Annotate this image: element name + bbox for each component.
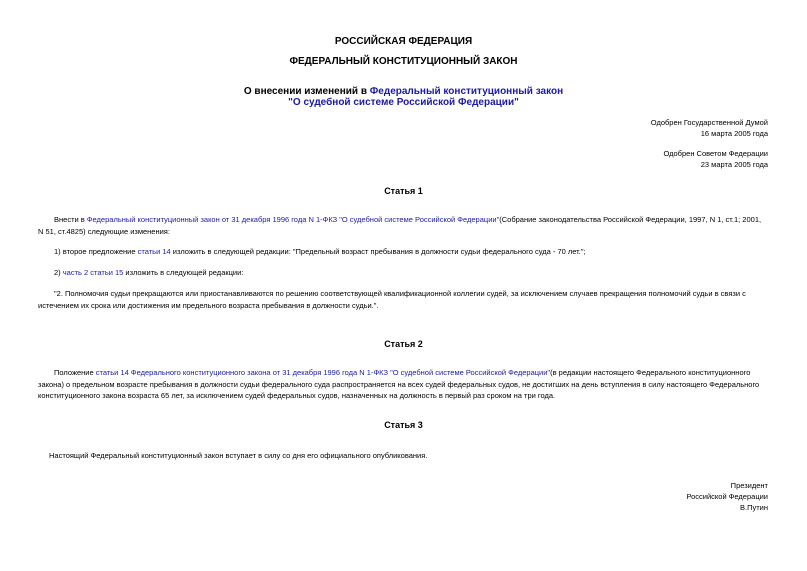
article-3-paragraph-1: Настоящий Федеральный конституционный закон вступает в силу со дня его официального опубликования. — [49, 451, 428, 460]
article-2-heading: Статья 2 — [384, 339, 423, 349]
document-title — [0, 86, 807, 97]
approval-council — [663, 148, 768, 170]
article-1-heading: Статья 1 — [384, 186, 423, 196]
signature-position: Президент — [730, 481, 768, 490]
duma-label: Одобрен Государственной Думой — [650, 118, 768, 127]
article-2-paragraph-1 — [38, 367, 768, 402]
text-segment: 2) — [54, 268, 63, 277]
text-segment: (Собрание законодательства Российской Федерации, 1997, N 1, ст.1; 2001, N 51, ст.4825) следующие изменения: — [38, 215, 762, 236]
approval-duma — [651, 117, 768, 139]
text-segment: 1) второе предложение — [54, 247, 138, 256]
article-15-part-2-link[interactable]: часть 2 статьи 15 — [62, 268, 124, 277]
signature-name: В.Путин — [740, 503, 768, 512]
title-law-name-link[interactable]: "О судебной системе Российской Федерации" — [288, 97, 519, 108]
text-segment: изложить в следующей редакции: — [123, 268, 244, 277]
council-date: 23 марта 2005 года — [700, 160, 768, 169]
article-14-law-link[interactable]: статьи 14 Федерального конституционного закона от 31 декабря 1996 года N 1-ФКЗ "О судебной системе Российской Федерации" — [95, 368, 551, 377]
article-1-paragraph-4: "2. Полномочия судьи прекращаются или приостанавливаются по решению соответствующей квалификационной коллегии судей, за исключением случаев прекращения полномочий судьи в связи с истечением их срока или достижения им предельного возраста пребывания в должности судьи.". — [38, 289, 746, 310]
text-segment: изложить в следующей редакции: "Предельный возраст пребывания в должности судьи федерального суда - 70 лет."; — [170, 247, 586, 256]
article-3-heading: Статья 3 — [384, 420, 423, 430]
law-link[interactable]: Федеральный конституционный закон от 31 декабря 1996 года N 1-ФКЗ "О судебной системе Российской Федерации" — [86, 215, 500, 224]
article-1-paragraph-1 — [38, 214, 768, 237]
text-segment: Внести в — [54, 215, 87, 224]
signature-country: Российской Федерации — [686, 492, 768, 501]
article-1-paragraph-2 — [38, 246, 768, 258]
title-law-link[interactable]: Федеральный конституционный закон — [369, 86, 564, 97]
article-14-link[interactable]: статьи 14 — [137, 247, 171, 256]
law-type-heading: ФЕДЕРАЛЬНЫЙ КОНСТИТУЦИОННЫЙ ЗАКОН — [289, 56, 518, 67]
document-title-line-2 — [0, 97, 807, 108]
title-prefix: О внесении изменений в — [243, 86, 370, 97]
article-1-paragraph-3 — [38, 267, 768, 279]
duma-date: 16 марта 2005 года — [700, 129, 768, 138]
council-label: Одобрен Советом Федерации — [663, 149, 768, 158]
country-heading: РОССИЙСКАЯ ФЕДЕРАЦИЯ — [334, 36, 473, 47]
text-segment: (в редакции настоящего Федерального конституционного закона) о предельном возрасте пребывания в должности судьи федерального суда распространяется на всех судей федеральных судов, не достигших на день вступления в силу настоящего Федерального конституционного закона возраста 65 лет, за исключением судей федеральных судов, назначенных на должность в первый раз сроком на три года. — [38, 368, 760, 400]
text-segment: Положение — [54, 368, 96, 377]
signature-block — [686, 480, 768, 513]
